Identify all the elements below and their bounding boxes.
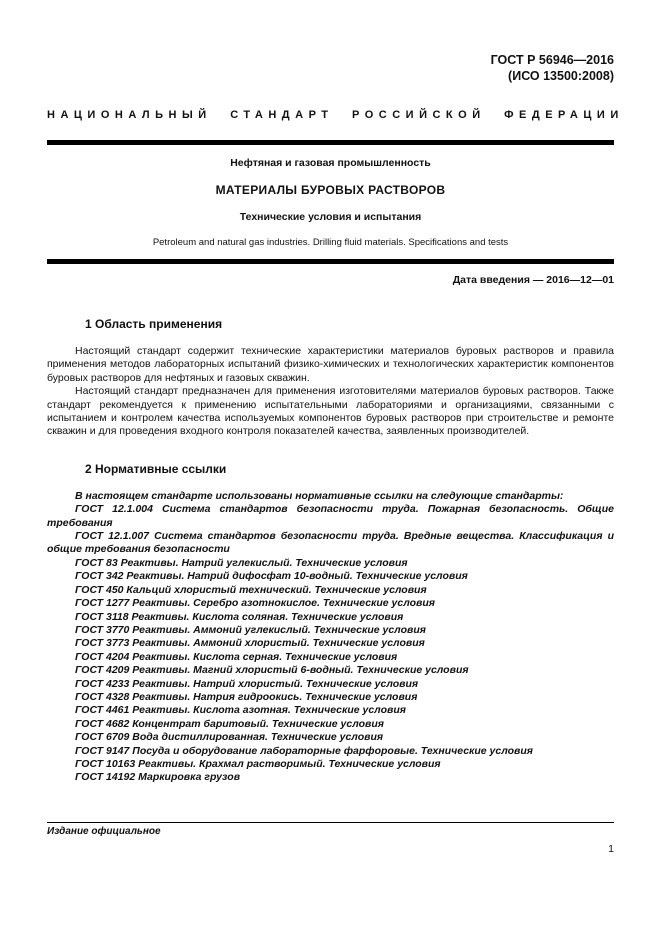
reference-item: ГОСТ 4682 Концентрат баритовый. Технические условия <box>75 717 384 730</box>
reference-item: ГОСТ 1277 Реактивы. Серебро азотнокислое. Технические условия <box>75 597 435 610</box>
page-number: 1 <box>608 843 614 855</box>
reference-item: ГОСТ 4209 Реактивы. Магний хлористый 6-водный. Технические условия <box>75 664 469 677</box>
scope-paragraph: Настоящий стандарт предназначен для применения изготовителями материалов буровых растворов. Также стандарт рекомендуется к применению испытательными лабораториями и организациями, связанными с испытанием и контролем качества используемых компонентов буровых растворов при строительстве и ремонте скважин и для проведения входного контроля показателей качества, заявленных производителей. <box>47 385 614 438</box>
main-title: МАТЕРИАЛЫ БУРОВЫХ РАСТВОРОВ <box>215 183 446 197</box>
reference-item: ГОСТ 4328 Реактивы. Натрия гидроокись. Технические условия <box>75 690 418 703</box>
reference-item: ГОСТ 3773 Реактивы. Аммоний хлористый. Технические условия <box>75 637 425 650</box>
title-block <box>47 157 614 248</box>
page-footer <box>47 822 614 855</box>
reference-item: ГОСТ 83 Реактивы. Натрий углекислый. Технические условия <box>75 556 408 569</box>
edition-note: Издание официальное <box>47 826 161 837</box>
standard-type-heading: НАЦИОНАЛЬНЫЙ СТАНДАРТ РОССИЙСКОЙ ФЕДЕРАЦИИ <box>47 109 624 121</box>
divider-rule-top <box>47 140 614 145</box>
reference-item: ГОСТ 342 Реактивы. Натрий дифосфат 10-водный. Технические условия <box>75 570 468 583</box>
scope-paragraph: Настоящий стандарт содержит технические характеристики материалов буровых растворов и правила применения методов лабораторных испытаний физико-химических и технологических характеристик компонентов буровых растворов для нефтяных и газовых скважин. <box>47 345 614 384</box>
reference-item: ГОСТ 4233 Реактивы. Натрий хлористый. Технические условия <box>75 677 419 690</box>
reference-item: ГОСТ 6709 Вода дистиллированная. Технические условия <box>75 731 384 744</box>
references-intro: В настоящем стандарте использованы нормативные ссылки на следующие стандарты: <box>75 489 564 502</box>
reference-item: ГОСТ 4461 Реактивы. Кислота азотная. Технические условия <box>75 704 406 717</box>
subtitle: Технические условия и испытания <box>239 211 422 223</box>
reference-item: ГОСТ 3118 Реактивы. Кислота соляная. Технические условия <box>75 610 404 623</box>
doc-number: ГОСТ Р 56946—2016 <box>490 53 614 67</box>
reference-item: ГОСТ 9147 Посуда и оборудование лабораторные фарфоровые. Технические условия <box>75 744 533 757</box>
document-reference-block <box>47 52 614 84</box>
english-title: Petroleum and natural gas industries. Drilling fluid materials. Specifications and tests <box>152 237 509 248</box>
effective-date: Дата введения — 2016—12—01 <box>452 274 614 286</box>
footer-rule <box>47 822 614 823</box>
reference-item: ГОСТ 14192 Маркировка грузов <box>75 771 241 784</box>
iso-reference: (ИСО 13500:2008) <box>508 69 614 83</box>
reference-item: ГОСТ 12.1.007 Система стандартов безопасности труда. Вредные вещества. Классификация и общие требования безопасности <box>47 530 614 556</box>
divider-rule-bottom <box>47 259 614 264</box>
industry-title: Нефтяная и газовая промышленность <box>230 157 431 169</box>
reference-item: ГОСТ 12.1.004 Система стандартов безопасности труда. Пожарная безопасность. Общие требования <box>47 503 614 529</box>
section-1-heading: 1 Область применения <box>85 317 223 331</box>
reference-item: ГОСТ 4204 Реактивы. Кислота серная. Технические условия <box>75 650 398 663</box>
reference-item: ГОСТ 450 Кальций хлористый технический. Технические условия <box>75 583 427 596</box>
reference-item: ГОСТ 3770 Реактивы. Аммоний углекислый. Технические условия <box>75 623 426 636</box>
reference-item: ГОСТ 10163 Реактивы. Крахмал растворимый. Технические условия <box>75 757 441 770</box>
section-2-heading: 2 Нормативные ссылки <box>85 461 227 476</box>
